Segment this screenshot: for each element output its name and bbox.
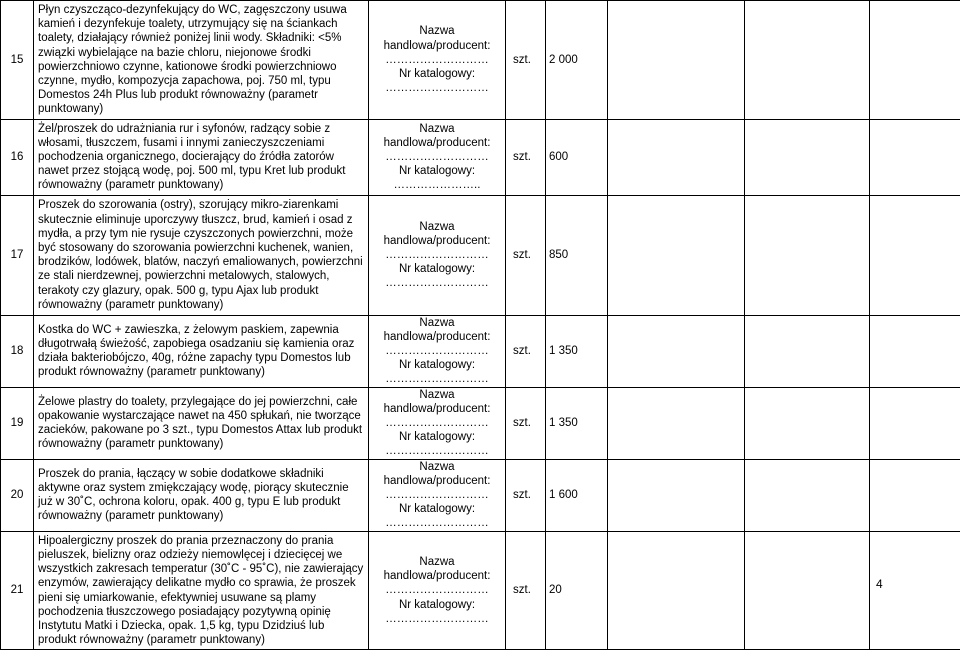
product-info-cell (369, 531, 506, 650)
product-info-line: Nazwa (369, 24, 505, 38)
page-number: 4 (876, 577, 883, 591)
product-info-line: Nr katalogowy: (369, 502, 505, 516)
empty-cell (870, 119, 960, 195)
product-info-line: handlowa/producent: (369, 136, 505, 150)
table-row (1, 459, 960, 531)
unit-cell: szt. (506, 387, 546, 459)
empty-cell (745, 1, 870, 120)
product-info-line: handlowa/producent: (369, 330, 505, 344)
product-info-line: handlowa/producent: (369, 39, 505, 53)
product-info-line: Nazwa (369, 388, 505, 402)
product-info-line: ……………………… (369, 248, 505, 262)
product-info-line: ……………………… (369, 444, 505, 458)
quantity-cell: 850 (546, 195, 608, 315)
item-description (34, 531, 369, 650)
product-info-line: ……………………… (369, 372, 505, 386)
unit-cell: szt. (506, 195, 546, 315)
unit-cell: szt. (506, 1, 546, 120)
table-row (1, 195, 960, 315)
empty-cell (745, 195, 870, 315)
product-info-cell (369, 1, 506, 120)
product-info-line: Nr katalogowy: (369, 262, 505, 276)
empty-cell (608, 387, 745, 459)
product-info-line: ……………………… (369, 344, 505, 358)
product-info-line: ……………………… (369, 583, 505, 597)
row-number: 21 (1, 531, 34, 650)
row-number: 19 (1, 387, 34, 459)
empty-cell (870, 531, 960, 650)
empty-cell (608, 531, 745, 650)
product-info-cell (369, 195, 506, 315)
product-info-cell (369, 387, 506, 459)
product-info-line: ……………………… (369, 516, 505, 530)
empty-cell (870, 459, 960, 531)
empty-cell (608, 1, 745, 120)
empty-cell (870, 315, 960, 387)
empty-cell (608, 315, 745, 387)
product-info-line: Nazwa (369, 460, 505, 474)
product-info-line: Nr katalogowy: (369, 358, 505, 372)
product-info-line: Nazwa (369, 555, 505, 569)
product-info-line: ……………………… (369, 53, 505, 67)
product-info-cell (369, 315, 506, 387)
empty-cell (870, 1, 960, 120)
row-number: 17 (1, 195, 34, 315)
product-info-line: Nazwa (369, 316, 505, 330)
unit-cell: szt. (506, 119, 546, 195)
table-row (1, 531, 960, 650)
item-description (34, 195, 369, 315)
product-info-line: ……………………… (369, 276, 505, 290)
row-number: 18 (1, 315, 34, 387)
description-text: Kostka do WC + zawieszka, z żelowym paskiem, zapewnia długotrwałą świeżość, zapobiega osadzaniu się kamienia oraz działa bakteriobójczo, 40g, różne zapachy typu Domestos lub produkt równoważny (parametr punktowany) (38, 323, 364, 380)
row-number: 16 (1, 119, 34, 195)
product-info-line: handlowa/producent: (369, 474, 505, 488)
unit-cell: szt. (506, 315, 546, 387)
empty-cell (745, 459, 870, 531)
quantity-cell: 600 (546, 119, 608, 195)
product-info-line: Nr katalogowy: (369, 598, 505, 612)
product-info-line: ……………………… (369, 612, 505, 626)
empty-cell (745, 531, 870, 650)
table-row (1, 1, 960, 120)
product-info-line: handlowa/producent: (369, 402, 505, 416)
empty-cell (745, 119, 870, 195)
unit-cell: szt. (506, 531, 546, 650)
product-info-line: Nr katalogowy: (369, 67, 505, 81)
table-row (1, 315, 960, 387)
quantity-cell: 20 (546, 531, 608, 650)
description-text: Proszek do szorowania (ostry), szorujący mikro-ziarenkami skutecznie eliminuje uporczywy tłuszcz, brud, kamień i osad z mydła, a przy tym nie rysuje czyszczonych powierzchni, może być stosowany do szorowania powierzchni kuchenek, wanien, brodzików, lodówek, blatów, naczyń emaliowanych, powierzchni ze stali nierdzewnej, powierzchni metalowych, stalowych, terakoty czy glazury, opak. 500 g, typu Ajax lub produkt równoważny (parametr punktowany) (38, 198, 364, 312)
empty-cell (870, 387, 960, 459)
empty-cell (870, 195, 960, 315)
description-text: Żelowe plastry do toalety, przylegające do jej powierzchni, całe opakowanie wystarczające nawet na 450 spłukań, nie tworzące zacieków, pakowane po 3 szt., typu Domestos Attax lub produkt równoważny (parametr punktowany) (38, 395, 364, 452)
empty-cell (745, 387, 870, 459)
quantity-cell: 2 000 (546, 1, 608, 120)
product-info-line: ………………….. (369, 178, 505, 192)
item-description (34, 387, 369, 459)
row-number: 20 (1, 459, 34, 531)
empty-cell (608, 459, 745, 531)
product-info-line: ……………………… (369, 81, 505, 95)
description-text: Hipoalergiczny proszek do prania przeznaczony do prania pieluszek, bielizny oraz odzieży niemowlęcej i dziecięcej we wszystkich zakresach temperatur (30˚C - 95˚C), nie zawierający enzymów, zawierający delikatne mydło co sprawia, że proszek pieni się umiarkowanie, efektywniej usuwane są plamy pochodzenia tłuszczowego posiadający pozytywną opinię Instytutu Matki i Dziecka, opak. 1,5 kg, typu Dzidziuś lub produkt równoważny (parametr punktowany) (38, 534, 364, 648)
product-info-line: ……………………… (369, 150, 505, 164)
quantity-cell: 1 350 (546, 315, 608, 387)
description-text: Proszek do prania, łączący w sobie dodatkowe składniki aktywne oraz system zmiękczający wodę, piorący skutecznie już w 30˚C, ochrona koloru, opak. 400 g, typu E lub produkt równoważny (parametr punktowany) (38, 467, 364, 524)
empty-cell (608, 119, 745, 195)
product-info-line: Nazwa (369, 220, 505, 234)
product-info-line: handlowa/producent: (369, 569, 505, 583)
product-info-cell (369, 459, 506, 531)
quantity-cell: 1 600 (546, 459, 608, 531)
item-description (34, 119, 369, 195)
quantity-cell: 1 350 (546, 387, 608, 459)
item-description (34, 459, 369, 531)
row-number: 15 (1, 1, 34, 120)
product-info-line: ……………………… (369, 488, 505, 502)
empty-cell (745, 315, 870, 387)
description-text: Płyn czyszcząco-dezynfekujący do WC, zagęszczony usuwa kamień i dezynfekuje toalety, utrzymujący się na ściankach toalety, działający również poniżej linii wody. Składniki: <5% związki wybielające na bazie chloru, niejonowe środki powierzchniowo czynne, kationowe środki powierzchniowo czynne, mydło, kompozycja zapachowa, poj. 750 ml, typu Domestos 24h Plus lub produkt równoważny (parametr punktowany) (38, 3, 364, 117)
product-info-line: handlowa/producent: (369, 234, 505, 248)
product-info-line: Nr katalogowy: (369, 430, 505, 444)
item-description (34, 1, 369, 120)
product-info-line: ……………………… (369, 416, 505, 430)
empty-cell (608, 195, 745, 315)
product-info-cell (369, 119, 506, 195)
description-text: Żel/proszek do udrażniania rur i syfonów, radzący sobie z włosami, tłuszczem, fusami i innymi zanieczyszczeniami pochodzenia organicznego, docierający do źródła zatorów nawet przez stojącą wodę, poj. 500 ml, typu Kret lub produkt równoważny (parametr punktowany) (38, 122, 364, 193)
unit-cell: szt. (506, 459, 546, 531)
product-info-line: Nr katalogowy: (369, 164, 505, 178)
product-info-line: Nazwa (369, 122, 505, 136)
table-row (1, 119, 960, 195)
item-description (34, 315, 369, 387)
table-row (1, 387, 960, 459)
